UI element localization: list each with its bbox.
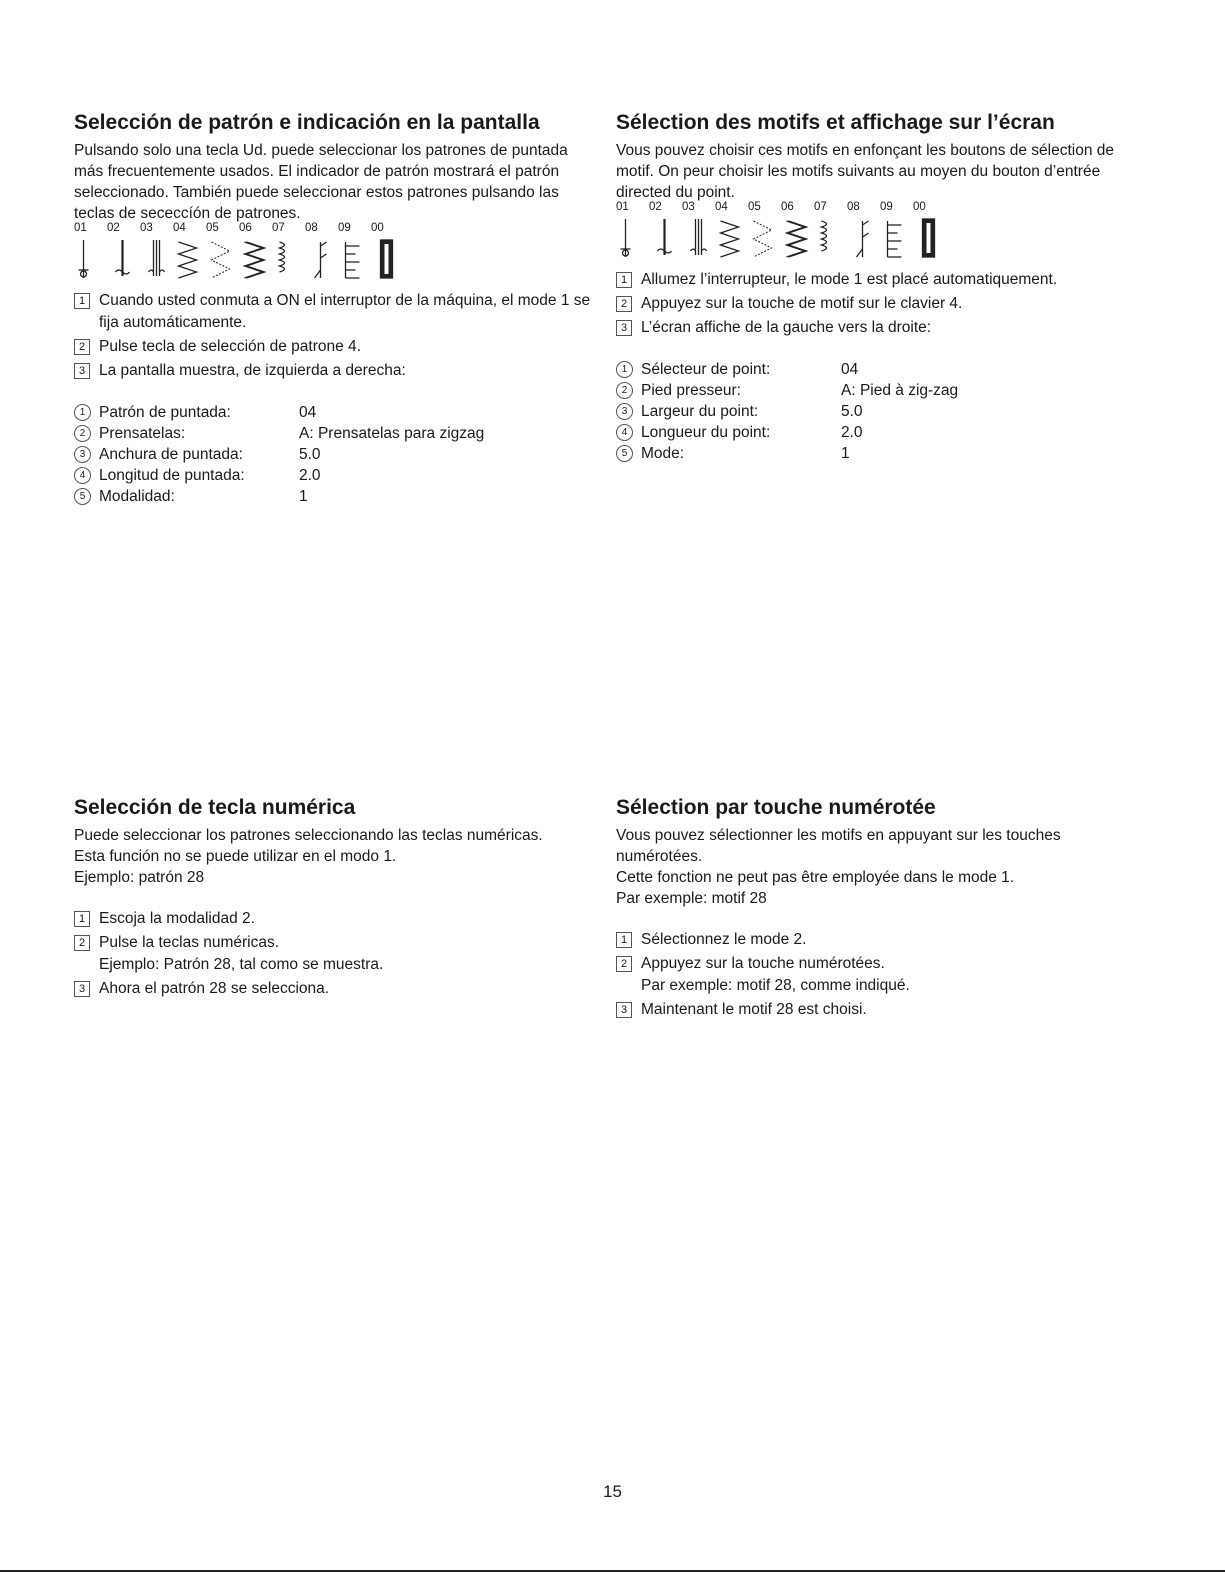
es-display-row: 2 Prensatelas: A: Prensatelas para zigzag xyxy=(74,423,594,444)
blind-hem-stitch-icon xyxy=(847,215,880,263)
fr-step-1: 1 Allumez l’interrupteur, le mode 1 est placé automatiquement. xyxy=(616,269,1136,291)
fr-numeric-key-section xyxy=(616,795,1136,1023)
fr-display-row: 1 Sélecteur de point: 04 xyxy=(616,359,1136,380)
pattern-code-04: 04 xyxy=(715,201,728,213)
pattern-code-07: 07 xyxy=(814,201,827,213)
es-numeric-key-section xyxy=(74,795,594,1002)
pattern-code-06: 06 xyxy=(781,201,794,213)
fr-numeric-steps xyxy=(616,929,1136,1021)
fr-numeric-step-2-example: Par exemple: motif 28, comme indiqué. xyxy=(641,977,910,994)
step-number-box: 3 xyxy=(74,981,90,997)
step-number-box: 2 xyxy=(616,296,632,312)
pattern-code-03: 03 xyxy=(682,201,695,213)
es-pattern-selection-intro: Pulsando solo una tecla Ud. puede seleccionar los patrones de puntada más frecuentemente usados. El indicador de patrón mostrará el patrón seleccionado. También puede seleccionar estos patrones pulsando las teclas de sececcíón de patrones. xyxy=(74,142,568,222)
fr-steps-list xyxy=(616,269,1136,339)
item-number-circle: 2 xyxy=(74,425,91,442)
pattern-code-09: 09 xyxy=(880,201,893,213)
fr-numeric-step-3: 3 Maintenant le motif 28 est choisi. xyxy=(616,999,1136,1021)
pattern-code-04: 04 xyxy=(173,222,186,234)
triple-zigzag-stitch-icon xyxy=(781,215,814,263)
es-numeric-step-2-example: Ejemplo: Patrón 28, tal como se muestra. xyxy=(99,956,384,973)
item-number-circle: 3 xyxy=(74,446,91,463)
pattern-code-03: 03 xyxy=(140,222,153,234)
fr-pattern-selection-section xyxy=(616,110,1136,464)
es-display-row: 1 Patrón de puntada: 04 xyxy=(74,402,594,423)
fr-display-row: 4 Longueur du point: 2.0 xyxy=(616,422,1136,443)
step-number-box: 1 xyxy=(616,932,632,948)
fr-display-row: 2 Pied presseur: A: Pied à zig-zag xyxy=(616,380,1136,401)
pattern-code-02: 02 xyxy=(649,201,662,213)
item-number-circle: 1 xyxy=(616,361,633,378)
fr-step-3: 3 L’écran affiche de la gauche vers la droite: xyxy=(616,317,1136,339)
es-display-list xyxy=(74,402,594,507)
es-numeric-step-2: 2 Pulse la teclas numéricas. Ejemplo: Patrón 28, tal como se muestra. xyxy=(74,932,594,976)
straight-stitch-left-icon xyxy=(74,236,107,284)
fr-numeric-line: Par exemple: motif 28 xyxy=(616,890,767,907)
item-number-circle: 4 xyxy=(74,467,91,484)
buttonhole-icon xyxy=(913,215,946,263)
pattern-code-02: 02 xyxy=(107,222,120,234)
pattern-code-05: 05 xyxy=(206,222,219,234)
fr-stitch-pattern-row xyxy=(616,213,1136,263)
step-number-box: 2 xyxy=(74,935,90,951)
item-number-circle: 5 xyxy=(74,488,91,505)
fr-step-2: 2 Appuyez sur la touche de motif sur le clavier 4. xyxy=(616,293,1136,315)
fr-display-row: 3 Largeur du point: 5.0 xyxy=(616,401,1136,422)
page-number: 15 xyxy=(603,1482,622,1501)
pattern-code-09: 09 xyxy=(338,222,351,234)
pattern-code-08: 08 xyxy=(847,201,860,213)
item-number-circle: 3 xyxy=(616,403,633,420)
pattern-code-08: 08 xyxy=(305,222,318,234)
fr-numeric-line: Cette fonction ne peut pas être employée dans le mode 1. xyxy=(616,869,1015,886)
fr-pattern-codes xyxy=(616,201,1136,213)
fr-display-list xyxy=(616,359,1136,464)
fr-pattern-selection-title: Sélection des motifs et affichage sur l’écran xyxy=(616,111,1055,134)
es-display-row: 3 Anchura de puntada: 5.0 xyxy=(74,444,594,465)
triple-straight-stitch-icon xyxy=(682,215,715,263)
straight-stitch-left-icon xyxy=(616,215,649,263)
step-number-box: 3 xyxy=(616,1002,632,1018)
zigzag-stitch-icon xyxy=(173,236,206,284)
footer-rule xyxy=(0,1570,1225,1572)
pattern-code-01: 01 xyxy=(74,222,87,234)
item-number-circle: 4 xyxy=(616,424,633,441)
comb-stitch-icon xyxy=(880,215,913,263)
pattern-code-01: 01 xyxy=(616,201,629,213)
es-numeric-steps xyxy=(74,908,594,1000)
overcast-stitch-icon xyxy=(814,215,847,263)
es-numeric-key-title: Selección de tecla numérica xyxy=(74,796,356,819)
es-pattern-selection-section xyxy=(74,110,594,507)
es-steps-list xyxy=(74,290,594,382)
step-number-box: 1 xyxy=(616,272,632,288)
es-stitch-pattern-row xyxy=(74,234,594,284)
es-numeric-step-1: 1 Escoja la modalidad 2. xyxy=(74,908,594,930)
step-number-box: 3 xyxy=(616,320,632,336)
straight-stitch-center-icon xyxy=(107,236,140,284)
es-step-2: 2 Pulse tecla de selección de patrone 4. xyxy=(74,336,594,358)
fr-pattern-selection-intro: Vous pouvez choisir ces motifs en enfonçant les boutons de sélection de motif. On peur choisir les motifs suivants au moyen du bouton d’entrée directed du point. xyxy=(616,142,1115,201)
step-number-box: 1 xyxy=(74,293,90,309)
comb-stitch-icon xyxy=(338,236,371,284)
es-display-row: 5 Modalidad: 1 xyxy=(74,486,594,507)
es-step-3: 3 La pantalla muestra, de izquierda a derecha: xyxy=(74,360,594,382)
fr-numeric-line: Vous pouvez sélectionner les motifs en appuyant sur les touches numérotées. xyxy=(616,827,1061,865)
overcast-stitch-icon xyxy=(272,236,305,284)
triple-straight-stitch-icon xyxy=(140,236,173,284)
es-display-row: 4 Longitud de puntada: 2.0 xyxy=(74,465,594,486)
item-number-circle: 5 xyxy=(616,445,633,462)
fr-numeric-step-2: 2 Appuyez sur la touche numérotées. Par exemple: motif 28, comme indiqué. xyxy=(616,953,1136,997)
es-numeric-line: Puede seleccionar los patrones seleccionando las teclas numéricas. xyxy=(74,827,543,844)
es-pattern-codes xyxy=(74,222,594,234)
step-number-box: 2 xyxy=(616,956,632,972)
item-number-circle: 2 xyxy=(616,382,633,399)
step-number-box: 1 xyxy=(74,911,90,927)
pattern-code-07: 07 xyxy=(272,222,285,234)
pattern-code-05: 05 xyxy=(748,201,761,213)
item-number-circle: 1 xyxy=(74,404,91,421)
es-numeric-line: Esta función no se puede utilizar en el modo 1. xyxy=(74,848,397,865)
pattern-code-00: 00 xyxy=(371,222,384,234)
buttonhole-icon xyxy=(371,236,404,284)
fr-numeric-step-1: 1 Sélectionnez le mode 2. xyxy=(616,929,1136,951)
es-numeric-line: Ejemplo: patrón 28 xyxy=(74,869,205,886)
step-number-box: 3 xyxy=(74,363,90,379)
fr-numeric-key-title: Sélection par touche numérotée xyxy=(616,796,936,819)
blind-hem-stitch-icon xyxy=(305,236,338,284)
es-step-1: 1 Cuando usted conmuta a ON el interruptor de la máquina, el mode 1 se fija automáticamente. xyxy=(74,290,594,334)
step-number-box: 2 xyxy=(74,339,90,355)
fr-display-row: 5 Mode: 1 xyxy=(616,443,1136,464)
pattern-code-00: 00 xyxy=(913,201,926,213)
multi-zigzag-stitch-icon xyxy=(748,215,781,263)
es-numeric-step-3: 3 Ahora el patrón 28 se selecciona. xyxy=(74,978,594,1000)
triple-zigzag-stitch-icon xyxy=(239,236,272,284)
zigzag-stitch-icon xyxy=(715,215,748,263)
es-pattern-selection-title: Selección de patrón e indicación en la pantalla xyxy=(74,111,540,134)
pattern-code-06: 06 xyxy=(239,222,252,234)
multi-zigzag-stitch-icon xyxy=(206,236,239,284)
straight-stitch-center-icon xyxy=(649,215,682,263)
